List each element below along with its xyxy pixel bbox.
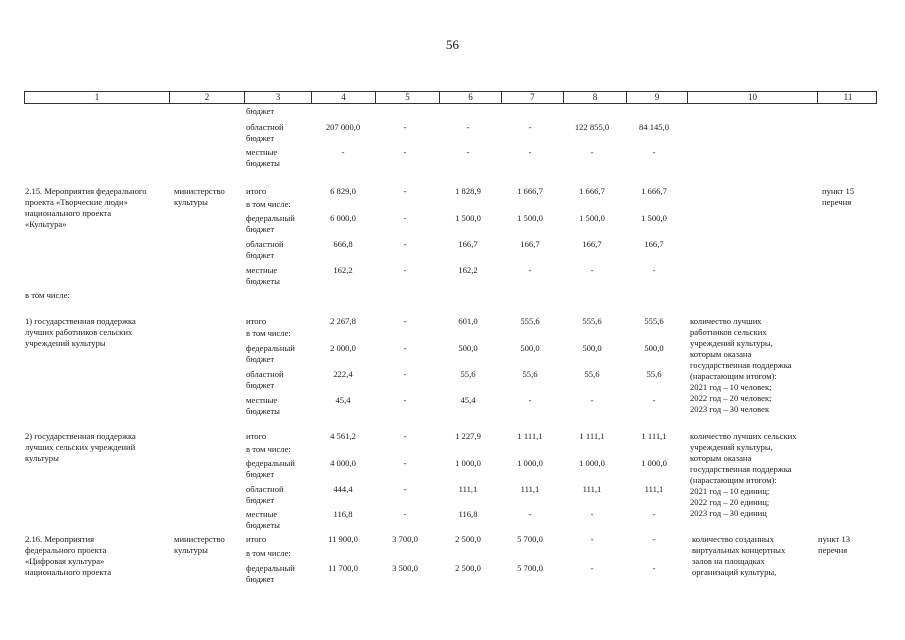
value-cell: 55,6 bbox=[460, 369, 476, 379]
federal-budget-label-2: бюджет bbox=[246, 574, 275, 584]
measure-2-15-title-3: национального проекта bbox=[25, 208, 112, 218]
value-cell: - bbox=[403, 431, 407, 441]
value-cell: - bbox=[652, 534, 656, 544]
list-point-1: пункт 15 bbox=[822, 186, 855, 196]
header-col-9: 9 bbox=[626, 92, 687, 103]
value-cell: 55,6 bbox=[522, 369, 538, 379]
value-cell: - bbox=[403, 343, 407, 353]
regional-budget-label-2: бюджет bbox=[246, 250, 275, 260]
measure-2-16-title-2: федерального проекта bbox=[25, 545, 107, 555]
measure-2-15-title-2: проекта «Творческие люди» bbox=[25, 197, 128, 207]
sub1-title-3: учреждений культуры bbox=[25, 338, 106, 348]
ministry-1: министерство bbox=[174, 534, 225, 544]
sub2-indicator-3: которым оказана bbox=[690, 453, 752, 463]
sub1-title-2: лучших работников сельских bbox=[25, 327, 133, 337]
measure-2-16-title-1: 2.16. Мероприятия bbox=[25, 534, 95, 544]
local-budget-label-1: местные bbox=[246, 509, 278, 519]
value-cell: 1 000,0 bbox=[579, 458, 605, 468]
federal-budget-label-1: федеральный bbox=[246, 213, 295, 223]
value-cell: 11 700,0 bbox=[328, 563, 358, 573]
value-cell: 500,0 bbox=[520, 343, 540, 353]
header-col-11: 11 bbox=[817, 92, 878, 103]
value-cell: - bbox=[403, 369, 407, 379]
value-cell: 162,2 bbox=[458, 265, 478, 275]
value-cell: 111,1 bbox=[582, 484, 602, 494]
local-budget-label-2: бюджеты bbox=[246, 406, 280, 416]
value-cell: 500,0 bbox=[458, 343, 478, 353]
value-cell: - bbox=[590, 534, 594, 544]
sub1-indicator-1: количество лучших bbox=[690, 316, 762, 326]
total-label: итого bbox=[246, 431, 267, 441]
value-cell: 1 666,7 bbox=[641, 186, 667, 196]
value-cell: - bbox=[652, 509, 656, 519]
value-cell: 122 855,0 bbox=[574, 122, 610, 132]
value-cell: 1 111,1 bbox=[517, 431, 543, 441]
value-cell: 1 500,0 bbox=[641, 213, 667, 223]
value-cell: 5 700,0 bbox=[517, 534, 543, 544]
including-label: в том числе: bbox=[246, 444, 291, 454]
regional-budget-label-1: областной bbox=[246, 369, 284, 379]
value-cell: 222,4 bbox=[333, 369, 353, 379]
value-cell: 111,1 bbox=[520, 484, 540, 494]
sub2-indicator-2: учреждений культуры, bbox=[690, 442, 773, 452]
value-cell: 1 000,0 bbox=[455, 458, 481, 468]
value-cell: - bbox=[403, 265, 407, 275]
header-col-6: 6 bbox=[439, 92, 501, 103]
value-cell: - bbox=[403, 122, 407, 132]
value-cell: 2 500,0 bbox=[455, 563, 481, 573]
value-cell: 84 145,0 bbox=[638, 122, 670, 132]
local-budget-label-2: бюджеты bbox=[246, 158, 280, 168]
value-cell: 444,4 bbox=[333, 484, 353, 494]
sub2-indicator-7: 2022 год – 20 единиц; bbox=[690, 497, 770, 507]
sub2-title-3: культуры bbox=[25, 453, 59, 463]
value-cell: 6 000,0 bbox=[330, 213, 356, 223]
budget-label-tail: бюджет bbox=[246, 106, 275, 116]
sub1-indicator-9: 2023 год – 30 человек bbox=[690, 404, 770, 414]
measure-2-15-title-1: 2.15. Мероприятия федерального bbox=[25, 186, 147, 196]
header-col-1: 1 bbox=[94, 92, 100, 102]
value-cell: 55,6 bbox=[584, 369, 600, 379]
ministry-2: культуры bbox=[174, 545, 208, 555]
federal-budget-label-2: бюджет bbox=[246, 354, 275, 364]
value-cell: 555,6 bbox=[582, 316, 602, 326]
page-number: 56 bbox=[446, 37, 459, 52]
local-budget-label-1: местные bbox=[246, 265, 278, 275]
value-cell: - bbox=[590, 265, 594, 275]
value-cell: 1 000,0 bbox=[517, 458, 543, 468]
value-cell: - bbox=[652, 265, 656, 275]
value-cell: 666,8 bbox=[333, 239, 353, 249]
value-cell: - bbox=[403, 484, 407, 494]
value-cell: - bbox=[403, 458, 407, 468]
m216-indicator-3: залов на площадках bbox=[692, 556, 765, 566]
value-cell: - bbox=[403, 395, 407, 405]
value-cell: 500,0 bbox=[644, 343, 664, 353]
sub2-indicator-5: (нарастающим итогом): bbox=[690, 475, 777, 485]
value-cell: 45,4 bbox=[460, 395, 476, 405]
value-cell: 2 500,0 bbox=[455, 534, 481, 544]
sub2-title-2: лучших сельских учреждений bbox=[25, 442, 136, 452]
value-cell: 1 666,7 bbox=[579, 186, 605, 196]
value-cell: 45,4 bbox=[335, 395, 351, 405]
list-point-2: перечня bbox=[822, 197, 852, 207]
value-cell: 2 267,8 bbox=[330, 316, 356, 326]
value-cell: 1 500,0 bbox=[579, 213, 605, 223]
value-cell: - bbox=[590, 563, 594, 573]
total-label: итого bbox=[246, 316, 267, 326]
list-point-2: перечня bbox=[818, 545, 848, 555]
value-cell: 111,1 bbox=[458, 484, 478, 494]
header-col-5: 5 bbox=[375, 92, 439, 103]
including-heading: в том числе: bbox=[25, 290, 70, 300]
sub1-indicator-4: которым оказана bbox=[690, 349, 752, 359]
including-label: в том числе: bbox=[246, 199, 291, 209]
value-cell: - bbox=[528, 265, 532, 275]
including-label: в том числе: bbox=[246, 328, 291, 338]
value-cell: 1 111,1 bbox=[579, 431, 605, 441]
regional-budget-label-1: областной bbox=[246, 239, 284, 249]
value-cell: 166,7 bbox=[520, 239, 540, 249]
measure-2-15-title-4: «Культура» bbox=[25, 219, 67, 229]
total-label: итого bbox=[246, 186, 267, 196]
sub1-indicator-5: государственная поддержка bbox=[690, 360, 792, 370]
federal-budget-label-2: бюджет bbox=[246, 469, 275, 479]
list-point-1: пункт 13 bbox=[818, 534, 851, 544]
measure-2-16-title-3: «Цифровая культура» bbox=[25, 556, 105, 566]
value-cell: 116,8 bbox=[458, 509, 478, 519]
regional-budget-label-2: бюджет bbox=[246, 380, 275, 390]
value-cell: - bbox=[466, 147, 470, 157]
value-cell: 11 900,0 bbox=[328, 534, 358, 544]
value-cell: 1 500,0 bbox=[517, 213, 543, 223]
value-cell: 6 829,0 bbox=[330, 186, 356, 196]
federal-budget-label-1: федеральный bbox=[246, 458, 295, 468]
value-cell: 1 500,0 bbox=[455, 213, 481, 223]
local-budget-label-2: бюджеты bbox=[246, 276, 280, 286]
value-cell: 4 000,0 bbox=[330, 458, 356, 468]
regional-budget-label-2: бюджет bbox=[246, 495, 275, 505]
sub1-indicator-2: работников сельских bbox=[690, 327, 767, 337]
value-cell: 55,6 bbox=[646, 369, 662, 379]
value-cell: 555,6 bbox=[520, 316, 540, 326]
header-col-3: 3 bbox=[244, 92, 311, 103]
header-col-8: 8 bbox=[563, 92, 626, 103]
sub2-indicator-1: количество лучших сельских bbox=[690, 431, 797, 441]
value-cell: 3 700,0 bbox=[392, 534, 418, 544]
value-cell: - bbox=[528, 509, 532, 519]
local-budget-label-1: местные bbox=[246, 147, 278, 157]
sub2-indicator-4: государственная поддержка bbox=[690, 464, 792, 474]
value-cell: - bbox=[341, 147, 345, 157]
value-cell: 166,7 bbox=[644, 239, 664, 249]
header-col-4: 4 bbox=[311, 92, 375, 103]
value-cell: - bbox=[403, 509, 407, 519]
value-cell: 601,0 bbox=[458, 316, 478, 326]
sub2-indicator-6: 2021 год – 10 единиц; bbox=[690, 486, 770, 496]
value-cell: - bbox=[403, 147, 407, 157]
value-cell: - bbox=[403, 239, 407, 249]
sub1-indicator-3: учреждений культуры, bbox=[690, 338, 773, 348]
ministry-2: культуры bbox=[174, 197, 208, 207]
value-cell: 166,7 bbox=[582, 239, 602, 249]
value-cell: 1 227,9 bbox=[455, 431, 481, 441]
value-cell: 2 000,0 bbox=[330, 343, 356, 353]
federal-budget-label-1: федеральный bbox=[246, 343, 295, 353]
header-col-2: 2 bbox=[169, 92, 244, 103]
measure-2-16-title-4: национального проекта bbox=[25, 567, 112, 577]
value-cell: 1 000,0 bbox=[641, 458, 667, 468]
value-cell: - bbox=[466, 122, 470, 132]
m216-indicator-1: количество созданных bbox=[692, 534, 774, 544]
sub1-title-1: 1) государственная поддержка bbox=[25, 316, 136, 326]
value-cell: 166,7 bbox=[458, 239, 478, 249]
value-cell: - bbox=[528, 147, 532, 157]
total-label: итого bbox=[246, 534, 267, 544]
value-cell: - bbox=[590, 509, 594, 519]
value-cell: - bbox=[403, 186, 407, 196]
value-cell: 162,2 bbox=[333, 265, 353, 275]
header-col-10: 10 bbox=[687, 92, 817, 103]
sub1-indicator-7: 2021 год – 10 человек; bbox=[690, 382, 772, 392]
value-cell: - bbox=[652, 395, 656, 405]
value-cell: - bbox=[652, 147, 656, 157]
value-cell: - bbox=[590, 147, 594, 157]
value-cell: - bbox=[403, 316, 407, 326]
value-cell: 207 000,0 bbox=[325, 122, 361, 132]
sub2-indicator-8: 2023 год – 30 единиц bbox=[690, 508, 767, 518]
sub1-indicator-8: 2022 год – 20 человек; bbox=[690, 393, 772, 403]
table-header-row bbox=[24, 91, 877, 104]
local-budget-label-1: местные bbox=[246, 395, 278, 405]
sub2-title-1: 2) государственная поддержка bbox=[25, 431, 136, 441]
value-cell: 3 500,0 bbox=[392, 563, 418, 573]
value-cell: 1 111,1 bbox=[641, 431, 667, 441]
value-cell: - bbox=[590, 395, 594, 405]
value-cell: 1 666,7 bbox=[517, 186, 543, 196]
value-cell: 555,6 bbox=[644, 316, 664, 326]
value-cell: 1 828,9 bbox=[455, 186, 481, 196]
value-cell: 116,8 bbox=[333, 509, 353, 519]
federal-budget-label-1: федеральный bbox=[246, 563, 295, 573]
local-budget-label-2: бюджеты bbox=[246, 520, 280, 530]
sub1-indicator-6: (нарастающим итогом): bbox=[690, 371, 777, 381]
federal-budget-label-2: бюджет bbox=[246, 224, 275, 234]
including-label: в том числе: bbox=[246, 548, 291, 558]
header-col-7: 7 bbox=[501, 92, 563, 103]
value-cell: 111,1 bbox=[644, 484, 664, 494]
value-cell: 5 700,0 bbox=[517, 563, 543, 573]
regional-budget-label-1: областной bbox=[246, 484, 284, 494]
ministry-1: министерство bbox=[174, 186, 225, 196]
regional-budget-label-1: областной bbox=[246, 122, 284, 132]
value-cell: 4 561,2 bbox=[330, 431, 356, 441]
value-cell: - bbox=[528, 395, 532, 405]
value-cell: - bbox=[403, 213, 407, 223]
value-cell: - bbox=[652, 563, 656, 573]
value-cell: 500,0 bbox=[582, 343, 602, 353]
m216-indicator-4: организаций культуры, bbox=[692, 567, 777, 577]
regional-budget-label-2: бюджет bbox=[246, 133, 275, 143]
m216-indicator-2: виртуальных концертных bbox=[692, 545, 786, 555]
value-cell: - bbox=[528, 122, 532, 132]
